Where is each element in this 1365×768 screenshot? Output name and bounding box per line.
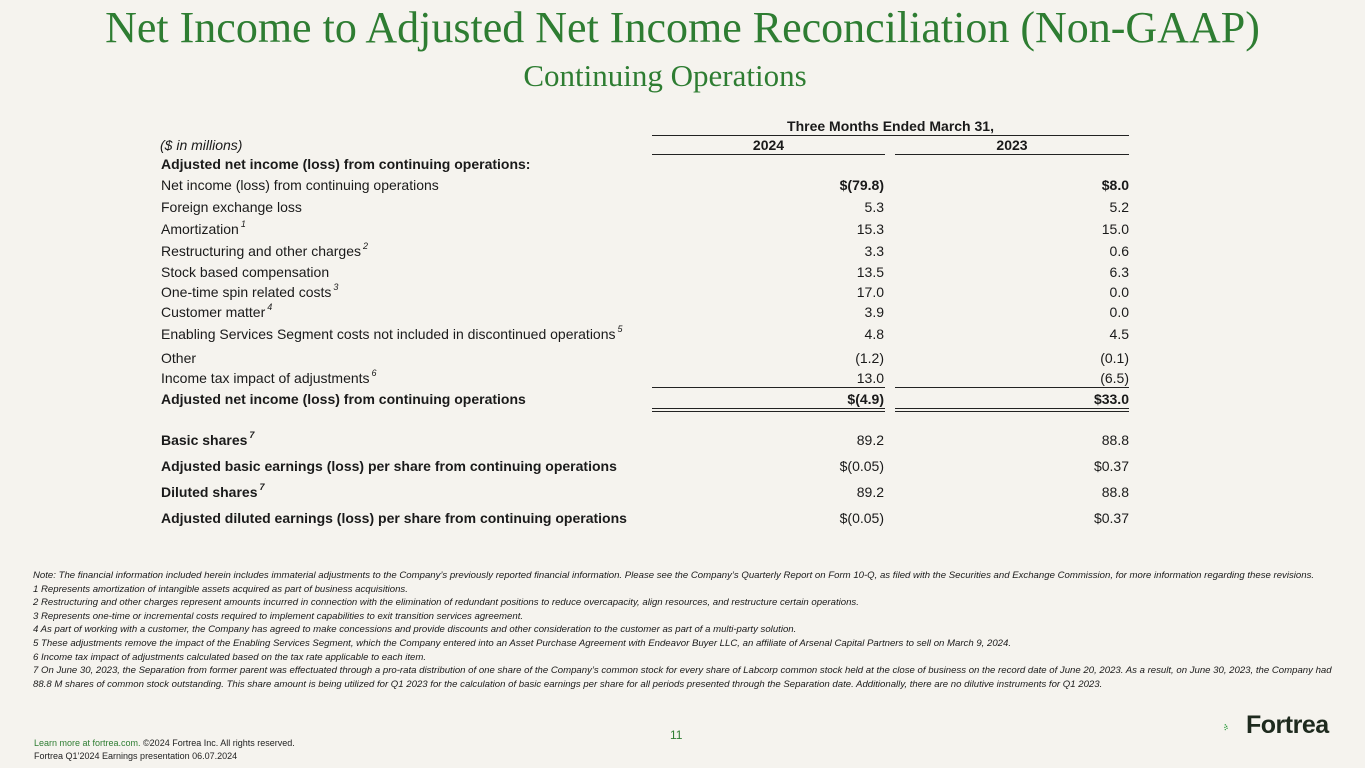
table-row <box>0 243 1365 263</box>
row-value-2023: $8.0 <box>1101 177 1129 193</box>
footer <box>34 737 295 763</box>
row-value-2024: $(4.9) <box>847 391 884 407</box>
year-column-2023: 2023 <box>895 137 1129 155</box>
presentation-label: Fortrea Q1’2024 Earnings presentation 06.07.2024 <box>34 751 238 761</box>
row-label: Other <box>161 350 197 366</box>
row-label: Enabling Services Segment costs not included in discontinued operations $^5$ <box>161 324 623 342</box>
row-label: Restructuring and other charges $^2$ <box>161 241 369 259</box>
footnote-7: 7 On June 30, 2023, the Separation from former parent was effectuated through a pro-rata distribution of one share of the Company’s common stock for every share of Labcorp common stock held at the close of business on the record date of June 20, 2023. As a result, on June 30, 2023, the Company had 88.8 M shares of common stock outstanding. This share amount is being utilized for Q1 2023 for the calculation of basic earnings per share for all periods presented through the Separation date. Additionally, there are no dilutive instruments for Q1 2023. <box>33 665 1332 690</box>
row-value-2024: 3.9 <box>864 304 884 320</box>
row-label: Stock based compensation <box>161 264 330 280</box>
section-header-row <box>0 156 1365 176</box>
share-row <box>0 432 1365 452</box>
table-row <box>0 177 1365 197</box>
row-value-2024: 89.2 <box>856 484 884 500</box>
row-value-2023: 6.3 <box>1109 264 1129 280</box>
table-row <box>0 284 1365 304</box>
footnote-1: 1 Represents amortization of intangible assets acquired as part of business acquisitions. <box>33 583 408 595</box>
footnote-6: 6 Income tax impact of adjustments calculated based on the tax rate applicable to each item. <box>33 651 427 663</box>
table-row <box>0 221 1365 241</box>
row-value-2023: 0.0 <box>1109 304 1129 320</box>
row-value-2023: 5.2 <box>1109 199 1129 215</box>
section-header: Adjusted net income (loss) from continuing operations: <box>161 156 531 172</box>
row-value-2023: (0.1) <box>1100 350 1129 366</box>
table-row <box>0 264 1365 284</box>
row-value-2024: $(0.05) <box>839 458 884 474</box>
row-value-2024: 13.5 <box>856 264 884 280</box>
footnote-5: 5 These adjustments remove the impact of the Enabling Services Segment, which the Company entered into an Asset Purchase Agreement with Endeavor Buyer LLC, an affiliate of Arsenal Capital Partners to sell on March 9, 2024. <box>33 637 1012 649</box>
row-value-2023: 0.6 <box>1109 243 1129 259</box>
year-column-2024: 2024 <box>652 137 885 155</box>
total-double-rule <box>895 411 1129 412</box>
footnote-ref: 7 <box>249 430 255 440</box>
row-label: One-time spin related costs $^3$ <box>161 282 339 300</box>
footnote-ref: 6 <box>371 368 377 378</box>
subtotal-rule <box>652 387 885 388</box>
footnote-ref: 1 <box>240 219 246 229</box>
fortrea-logo-text: Fortrea <box>1246 711 1329 739</box>
footnote-general: Note: The financial information included herein includes immaterial adjustments to the Company’s previously reported financial information. Please see the Company’s Quarterly Report on Form 10-Q, as filed with the Securities and Exchange Commission, for more information regarding these revisions. <box>33 570 1315 581</box>
row-value-2024: 5.3 <box>864 199 884 215</box>
row-value-2023: 88.8 <box>1101 432 1129 448</box>
subtotal-rule <box>895 387 1129 388</box>
row-value-2023: 0.0 <box>1109 284 1129 300</box>
fortrea-logo-icon <box>1224 712 1248 742</box>
row-value-2024: $(0.05) <box>839 510 884 526</box>
table-row <box>0 350 1365 370</box>
page-number: 11 <box>670 728 683 742</box>
row-value-2023: $33.0 <box>1093 391 1129 407</box>
row-value-2023: (6.5) <box>1100 370 1129 386</box>
row-value-2024: 15.3 <box>856 221 884 237</box>
row-value-2024: 3.3 <box>864 243 884 259</box>
row-value-2024: 17.0 <box>856 284 884 300</box>
row-label: Adjusted net income (loss) from continuing operations <box>161 391 526 407</box>
footnote-2: 2 Restructuring and other charges represent amounts incurred in connection with the elimination of redundant positions to reduce overcapacity, align resources, and restructure certain operations. <box>33 597 859 609</box>
footnote-ref: 4 <box>267 302 273 312</box>
row-label: Adjusted basic earnings (loss) per share from continuing operations <box>161 458 617 474</box>
total-double-rule <box>652 408 885 409</box>
row-value-2023: 88.8 <box>1101 484 1129 500</box>
footnote-4: 4 As part of working with a customer, the Company has agreed to make concessions and provide discounts and other consideration to the customer as part of a multi-party solution. <box>33 624 797 636</box>
footnote-ref: 2 <box>363 241 369 251</box>
row-value-2023: $0.37 <box>1093 510 1129 526</box>
row-value-2023: 4.5 <box>1109 326 1129 342</box>
total-double-rule <box>652 411 885 412</box>
row-label: Customer matter $^4$ <box>161 302 273 320</box>
row-value-2024: (1.2) <box>855 350 884 366</box>
page-subtitle: Continuing Operations <box>523 58 807 93</box>
footnotes <box>33 569 1333 691</box>
table-row <box>0 326 1365 346</box>
table-row <box>0 304 1365 324</box>
row-value-2024: 89.2 <box>856 432 884 448</box>
share-row <box>0 458 1365 478</box>
page-title: Net Income to Adjusted Net Income Reconciliation (Non-GAAP) <box>105 3 1260 52</box>
copyright-text: ©2024 Fortrea Inc. All rights reserved. <box>140 738 295 748</box>
row-value-2024: 13.0 <box>856 370 884 386</box>
units-label: ($ in millions) <box>160 137 243 153</box>
row-value-2023: $0.37 <box>1093 458 1129 474</box>
row-label: Amortization $^1$ <box>161 219 246 237</box>
period-header: Three Months Ended March 31, <box>652 118 1129 136</box>
row-label: Income tax impact of adjustments $^6$ <box>161 368 377 386</box>
footnote-ref: 3 <box>333 282 339 292</box>
table-row <box>0 199 1365 219</box>
share-row <box>0 510 1365 530</box>
footnote-3: 3 Represents one-time or incremental costs required to implement capabilities to exit transition services agreement. <box>33 610 524 622</box>
row-value-2024: 4.8 <box>864 326 884 342</box>
row-label: Basic shares $^7$ <box>161 430 255 448</box>
row-value-2024: $(79.8) <box>839 177 884 193</box>
total-double-rule <box>895 408 1129 409</box>
row-label: Diluted shares $^7$ <box>161 482 265 500</box>
row-label: Adjusted diluted earnings (loss) per share from continuing operations <box>161 510 627 526</box>
row-label: Net income (loss) from continuing operations <box>161 177 439 193</box>
row-value-2023: 15.0 <box>1101 221 1129 237</box>
footnote-ref: 5 <box>617 324 623 334</box>
website-link[interactable]: Learn more at fortrea.com. <box>34 738 141 748</box>
footnote-ref: 7 <box>259 482 265 492</box>
share-row <box>0 484 1365 504</box>
row-label: Foreign exchange loss <box>161 199 302 215</box>
